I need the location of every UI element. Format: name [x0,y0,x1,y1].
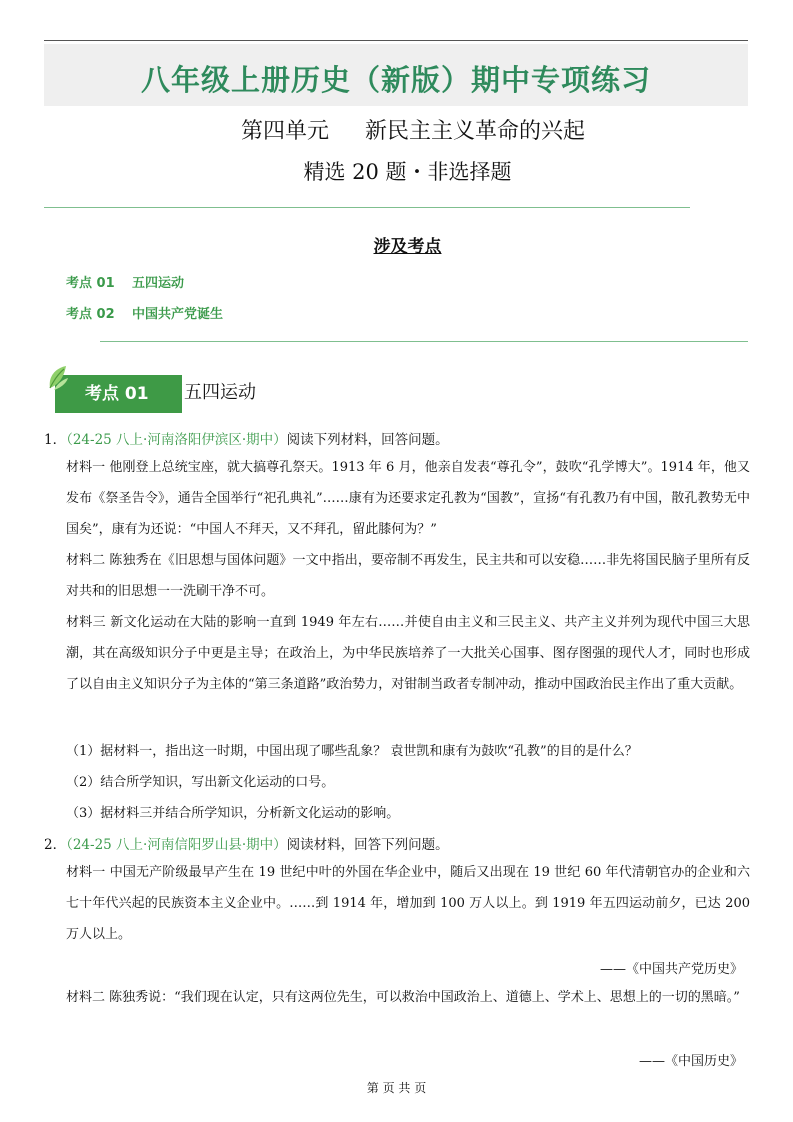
question-1 [44,428,449,448]
material-1: 材料一 中国无产阶级最早产生在 19 世纪中叶的外国在华企业中，随后又出现在 19 世纪 60 年代清朝官办的企业和六七十年代兴起的民族资本主义企业中。……到 1914 年，增加到 100 万人以上。到 1919 年五四运动前夕，已达 200 万人以上。 [66,865,750,942]
question-number: 2． [44,837,67,853]
unit-title: 新民主主义革命的兴起 [365,119,586,144]
question-prompt: 阅读下列材料，回答问题。 [286,432,449,448]
involve-heading: 涉及考点 [373,237,442,257]
top-rule [44,40,748,41]
material-2: 材料二 陈独秀说：“我们现在认定，只有这两位先生，可以救治中国政治上、道德上、学术上、思想上的一切的黑暗。” [66,990,740,1005]
page-footer: 第 页 共 页 [366,1081,427,1095]
involve-point [66,272,184,291]
sub-question: （3）据材料三并结合所学知识，分析新文化运动的影响。 [66,806,400,821]
page-title: 八年级上册历史（新版）期中专项练习 [140,63,651,97]
citation: ——《中国共产党历史》 [599,962,743,977]
sub-question: （2）结合所学知识，写出新文化运动的口号。 [66,775,335,790]
point-name: 中国共产党诞生 [132,307,224,322]
involve-point [66,303,223,322]
question-source: （24-25 八上·河南洛阳伊滨区·期中） [66,432,287,448]
leaf-icon [44,362,72,392]
material-3: 材料三 新文化运动在大陆的影响一直到 1949 年左右……并使自由主义和三民主义、共产主义并列为现代中国三大思潮，其在高级知识分子中更是主导；在政治上，为中华民族培养了一大批关心国事、图存图强的现代人才，同时也形成了以自由主义知识分子为主体的“第三条道路”政治势力，对钳制当政者专制冲动，推动中国政治民主作出了重大贡献。 [66,615,750,692]
divider [100,341,748,342]
question-source: （24-25 八上·河南信阳罗山县·期中） [66,837,287,853]
question-number: 1． [44,432,67,448]
divider [44,207,690,208]
unit-heading [0,114,793,145]
material-2: 材料二 陈独秀在《旧思想与国体问题》一文中指出，要帝制不再发生，民主共和可以安稳……非先将国民脑子里所有反对共和的旧思想一一洗刷干净不可。 [66,553,750,599]
unit-label: 第四单元 [240,119,329,144]
point-num: 考点 01 [66,276,115,291]
point-num: 考点 02 [66,307,115,322]
question-2 [44,833,449,853]
sub-question: （1）据材料一，指出这一时期，中国出现了哪些乱象？ 袁世凯和康有为鼓吹“孔教”的目的是什么？ [66,744,638,759]
material-1: 材料一 他刚登上总统宝座，就大搞尊孔祭天。1913 年 6 月，他亲自发表“尊孔令”，鼓吹“孔学博大”。1914 年，他又发布《祭圣告令》，通告全国举行“祀孔典礼”……康有为还要求定孔教为“国教”，宣扬“有孔教乃有中国，散孔教势无中国矣”，康有为还说：“中国人不拜天，又不拜孔，留此膝何为？” [66,460,750,537]
subtitle: 精选 20 题・非选择题 [303,160,512,184]
question-prompt: 阅读材料，回答下列问题。 [286,837,449,853]
section-title: 五四运动 [184,382,256,403]
point-name: 五四运动 [132,276,185,291]
citation: ——《中国历史》 [638,1054,743,1069]
section-badge: 考点 01 [55,375,182,413]
